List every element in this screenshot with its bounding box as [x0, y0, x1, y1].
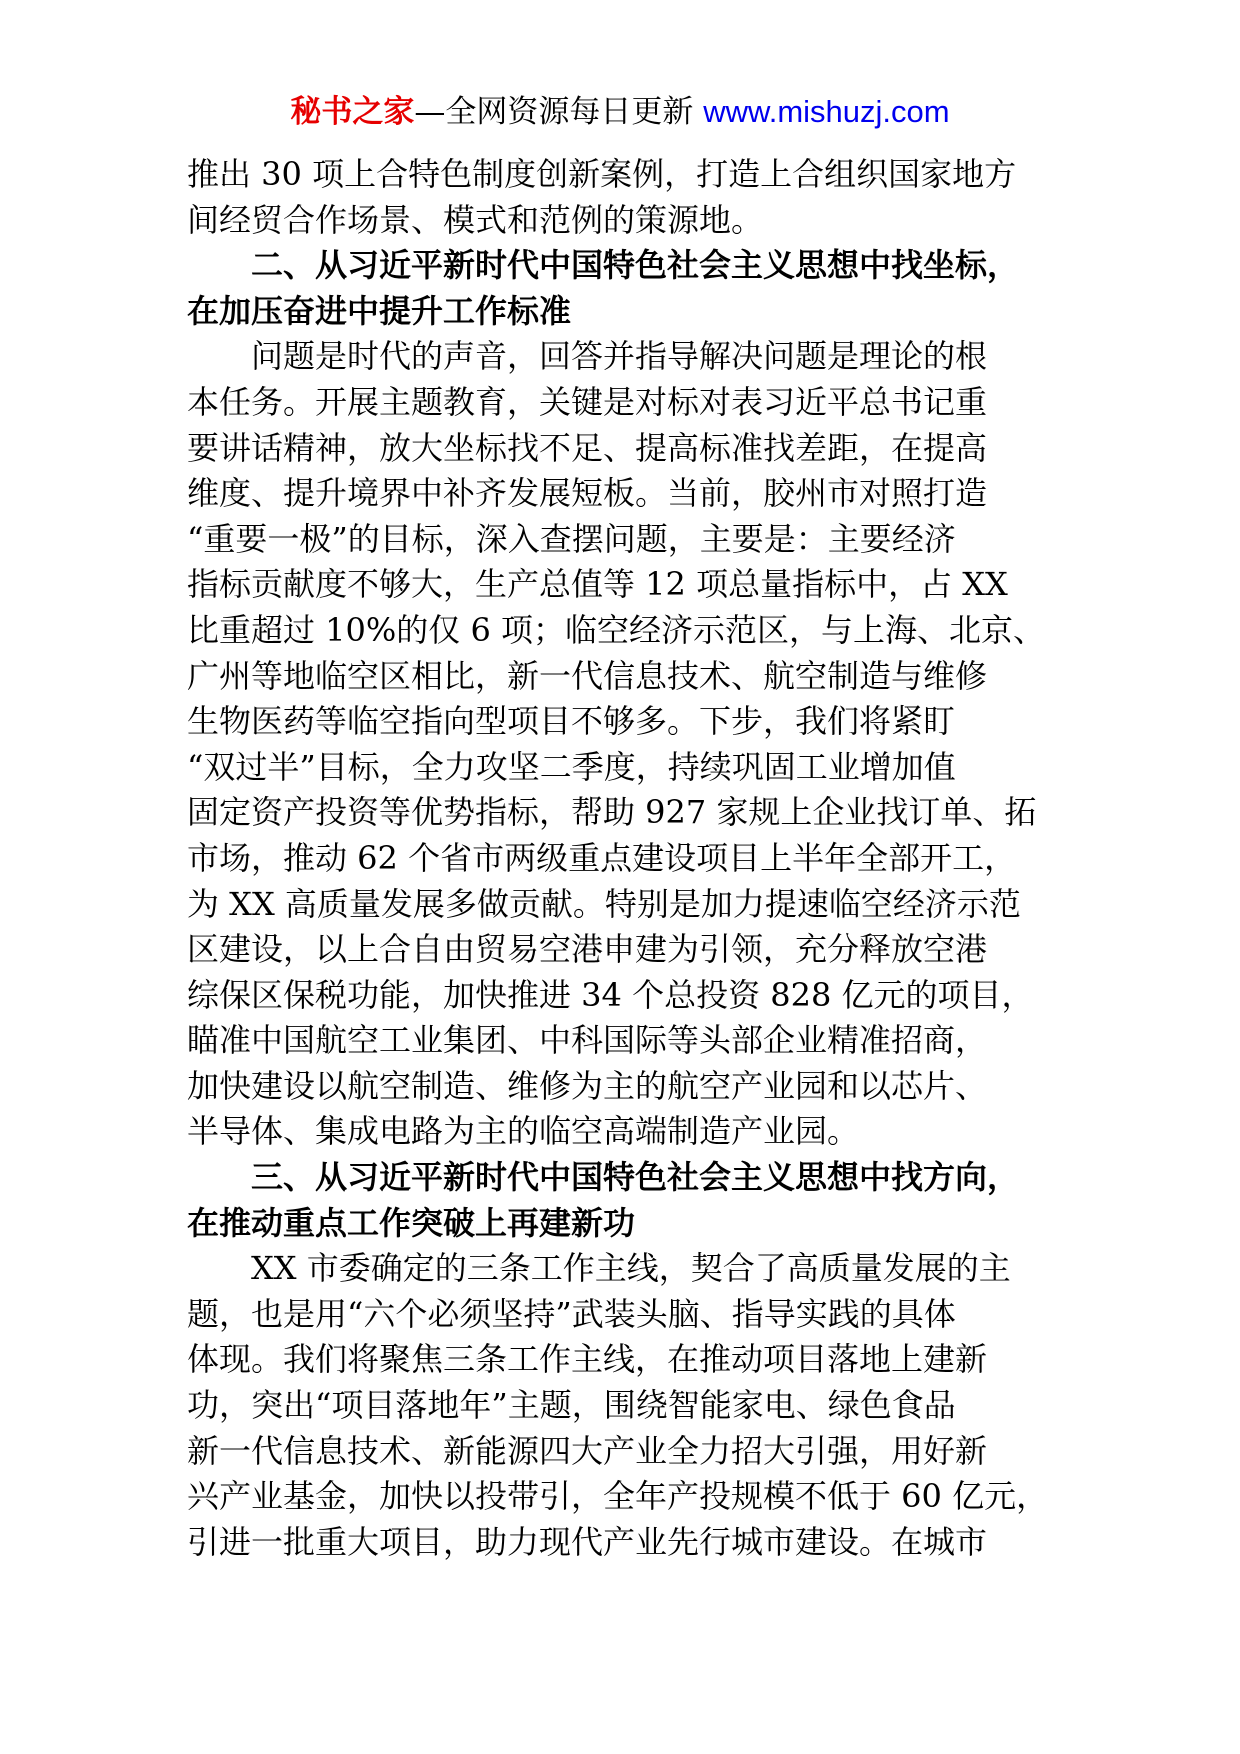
- text-line: 比重超过 10%的仅 6 项；临空经济示范区，与上海、北京、: [187, 610, 1046, 649]
- text-line: 加快建设以航空制造、维修为主的航空产业园和以芯片、: [187, 1066, 988, 1105]
- text-line: 为 XX 高质量发展多做贡献。特别是加力提速临空经济示范: [187, 884, 1021, 923]
- text-line: 新一代信息技术、新能源四大产业全力招大引强，用好新: [187, 1431, 988, 1470]
- section-heading-3: 三、从习近平新时代中国特色社会主义思想中找方向，: [251, 1158, 1020, 1197]
- text-line: 广州等地临空区相比，新一代信息技术、航空制造与维修: [187, 656, 988, 695]
- text-line: “双过半”目标，全力攻坚二季度，持续巩固工业增加值: [187, 747, 956, 786]
- text-line: 综保区保税功能，加快推进 34 个总投资 828 亿元的项目，: [187, 975, 1034, 1014]
- text-line: 体现。我们将聚焦三条工作主线，在推动项目落地上建新: [187, 1340, 988, 1379]
- text-line: 间经贸合作场景、模式和范例的策源地。: [187, 200, 764, 239]
- document-body: [187, 152, 1077, 1565]
- paragraph-start: XX 市委确定的三条工作主线，契合了高质量发展的主: [251, 1249, 1011, 1288]
- text-line: 引进一批重大项目，助力现代产业先行城市建设。在城市: [187, 1522, 988, 1561]
- text-line: 推出 30 项上合特色制度创新案例，打造上合组织国家地方: [187, 155, 1017, 193]
- paragraph-start: 问题是时代的声音，回答并指导解决问题是理论的根: [251, 337, 988, 376]
- text-line: “重要一极”的目标，深入查摆问题，主要是：主要经济: [187, 519, 956, 558]
- header-slogan: —全网资源每日更新: [414, 94, 694, 130]
- text-line: 功，突出“项目落地年”主题，围绕智能家电、绿色食品: [187, 1386, 956, 1425]
- text-line: 半导体、集成电路为主的临空高端制造产业园。: [187, 1112, 860, 1151]
- text-line: 市场，推动 62 个省市两级重点建设项目上半年全部开工，: [187, 838, 1017, 877]
- text-line: 题，也是用“六个必须坚持”武装头脑、指导实践的具体: [187, 1294, 956, 1333]
- text-line: 固定资产投资等优势指标，帮助 927 家规上企业找订单、拓: [187, 793, 1037, 832]
- section-heading-2-cont: 在加压奋进中提升工作标准: [187, 291, 572, 330]
- text-line: 维度、提升境界中补齐发展短板。当前，胶州市对照打造: [187, 474, 988, 513]
- text-line: 本任务。开展主题教育，关键是对标对表习近平总书记重: [187, 382, 988, 421]
- section-heading-3-cont: 在推动重点工作突破上再建新功: [187, 1203, 636, 1242]
- text-line: 区建设，以上合自由贸易空港申建为引领，充分释放空港: [187, 930, 988, 969]
- site-header: [0, 92, 1240, 132]
- text-line: 瞄准中国航空工业集团、中科国际等头部企业精准招商，: [187, 1021, 988, 1060]
- text-line: 生物医药等临空指向型项目不够多。下步，我们将紧盯: [187, 702, 956, 741]
- section-heading-2: 二、从习近平新时代中国特色社会主义思想中找坐标，: [251, 246, 1020, 285]
- text-line: 要讲话精神，放大坐标找不足、提高标准找差距，在提高: [187, 428, 988, 467]
- site-url-link[interactable]: www.mishuzj.com: [703, 94, 950, 129]
- brand-name: 秘书之家: [290, 94, 415, 130]
- text-line: 兴产业基金，加快以投带引，全年产投规模不低于 60 亿元，: [187, 1477, 1049, 1516]
- text-line: 指标贡献度不够大，生产总值等 12 项总量指标中，占 XX: [187, 565, 1008, 604]
